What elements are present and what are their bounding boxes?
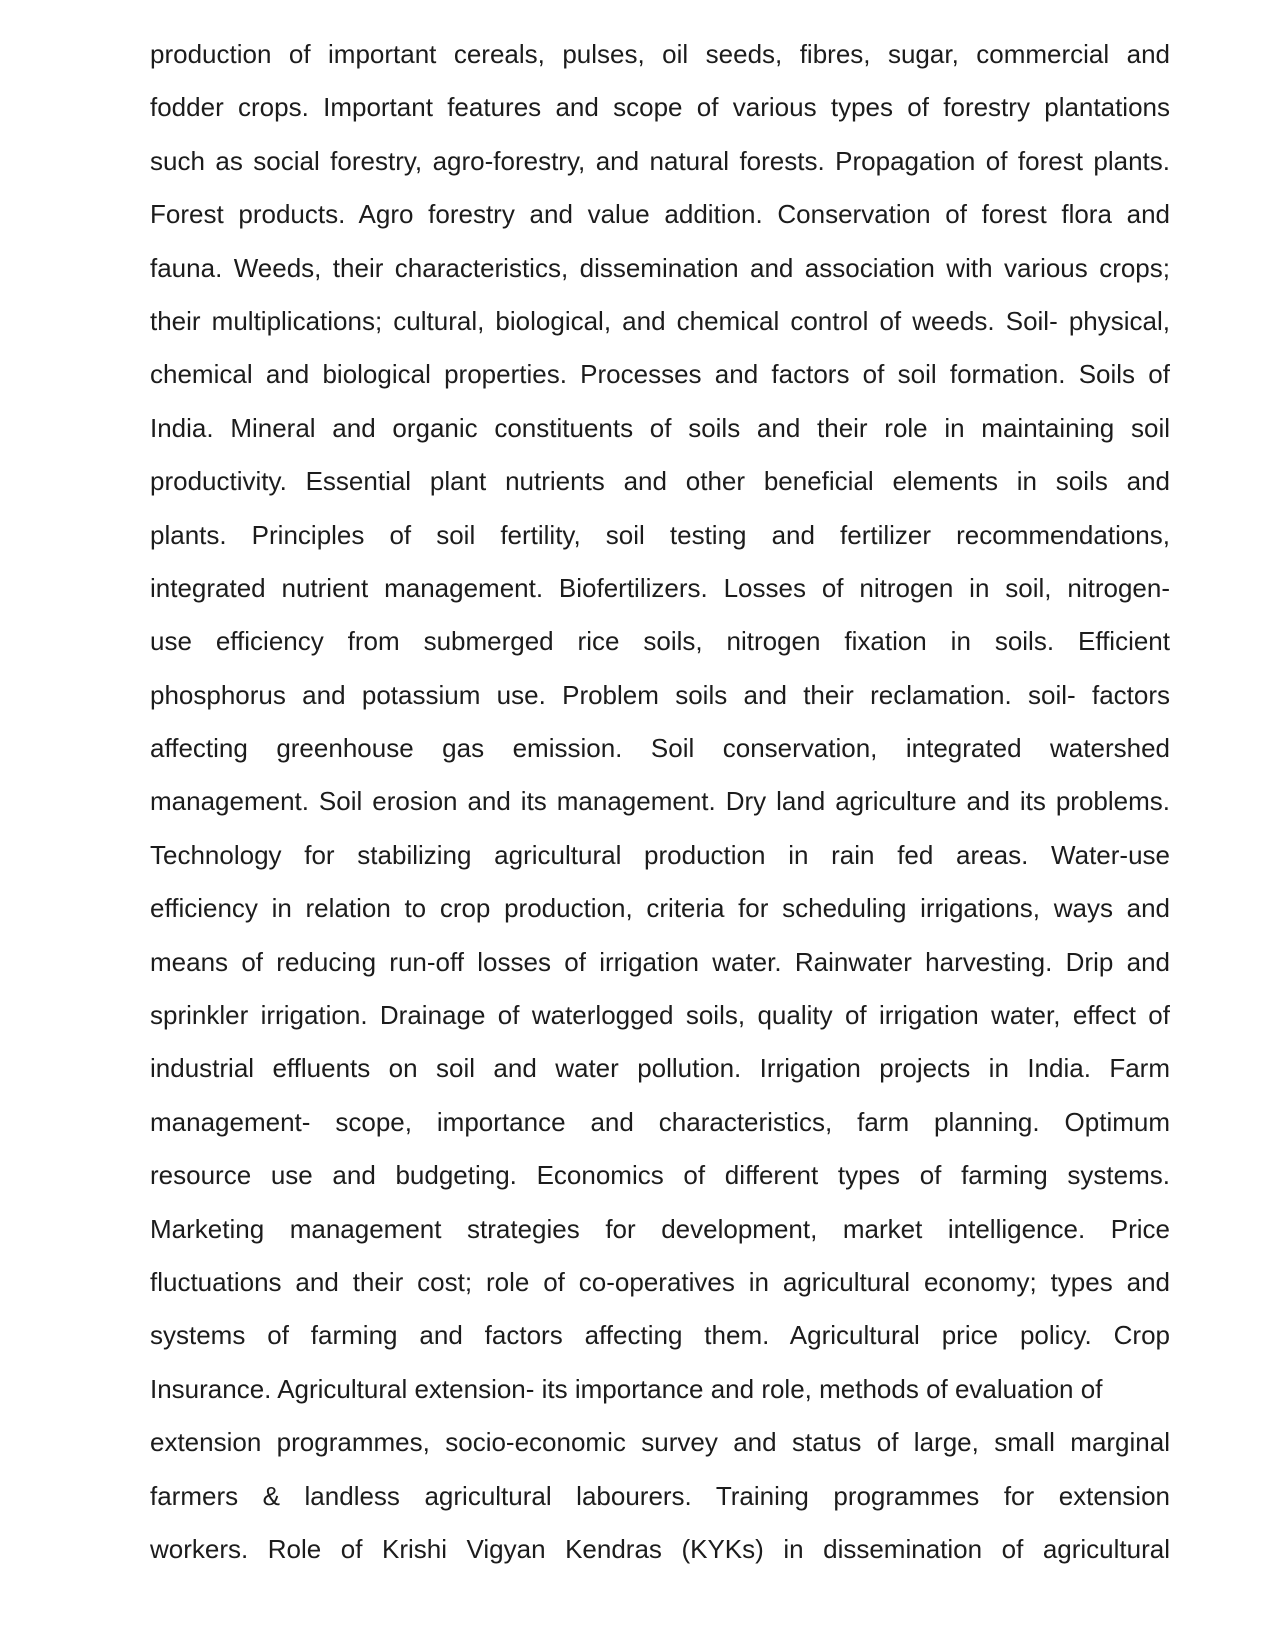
- text-line-2: fodder crops. Important features and scope of various types of forestry plantations: [150, 92, 1170, 123]
- text-line-4: Forest products. Agro forestry and value addition. Conservation of forest flora and: [150, 199, 1170, 230]
- text-line-22: resource use and budgeting. Economics of different types of farming systems.: [150, 1160, 1170, 1191]
- text-line-21: management- scope, importance and characteristics, farm planning. Optimum: [150, 1106, 1170, 1137]
- text-line-10: plants. Principles of soil fertility, soil testing and fertilizer recommendations,: [150, 519, 1170, 550]
- text-line-24: fluctuations and their cost; role of co-operatives in agricultural economy; types and: [150, 1266, 1170, 1297]
- text-line-3: such as social forestry, agro-forestry, and natural forests. Propagation of forest plants.: [150, 145, 1170, 176]
- text-line-23: Marketing management strategies for development, market intelligence. Price: [150, 1213, 1170, 1244]
- text-line-5: fauna. Weeds, their characteristics, dissemination and association with various crops;: [150, 252, 1170, 283]
- text-line-26: Insurance. Agricultural extension- its importance and role, methods of evaluation of: [150, 1373, 1103, 1404]
- text-line-20: industrial effluents on soil and water pollution. Irrigation projects in India. Farm: [150, 1053, 1170, 1084]
- text-line-1: production of important cereals, pulses, oil seeds, fibres, sugar, commercial and: [150, 39, 1170, 69]
- text-line-27: extension programmes, socio-economic survey and status of large, small marginal: [150, 1427, 1170, 1458]
- text-line-15: management. Soil erosion and its management. Dry land agriculture and its problems.: [150, 786, 1170, 817]
- text-line-25: systems of farming and factors affecting them. Agricultural price policy. Crop: [150, 1320, 1170, 1351]
- text-line-18: means of reducing run-off losses of irrigation water. Rainwater harvesting. Drip and: [150, 946, 1170, 977]
- text-line-19: sprinkler irrigation. Drainage of waterlogged soils, quality of irrigation water, effect of: [150, 1000, 1170, 1031]
- text-line-14: affecting greenhouse gas emission. Soil conservation, integrated watershed: [150, 733, 1170, 764]
- body-text: [150, 28, 1170, 1576]
- text-line-12: use efficiency from submerged rice soils, nitrogen fixation in soils. Efficient: [150, 626, 1170, 657]
- text-line-28: farmers & landless agricultural labourers. Training programmes for extension: [150, 1480, 1170, 1511]
- text-line-16: Technology for stabilizing agricultural production in rain fed areas. Water-use: [150, 839, 1170, 870]
- text-line-29: workers. Role of Krishi Vigyan Kendras (KYKs) in dissemination of agricultural: [150, 1533, 1170, 1564]
- text-line-9: productivity. Essential plant nutrients and other beneficial elements in soils and: [150, 466, 1170, 497]
- text-line-11: integrated nutrient management. Biofertilizers. Losses of nitrogen in soil, nitrogen-: [150, 572, 1170, 603]
- text-line-13: phosphorus and potassium use. Problem soils and their reclamation. soil- factors: [150, 679, 1170, 710]
- text-line-17: efficiency in relation to crop production, criteria for scheduling irrigations, ways and: [150, 893, 1170, 924]
- text-line-8: India. Mineral and organic constituents of soils and their role in maintaining soil: [150, 412, 1170, 443]
- text-line-6: their multiplications; cultural, biological, and chemical control of weeds. Soil- physical,: [150, 305, 1170, 336]
- text-line-7: chemical and biological properties. Processes and factors of soil formation. Soils of: [150, 359, 1170, 390]
